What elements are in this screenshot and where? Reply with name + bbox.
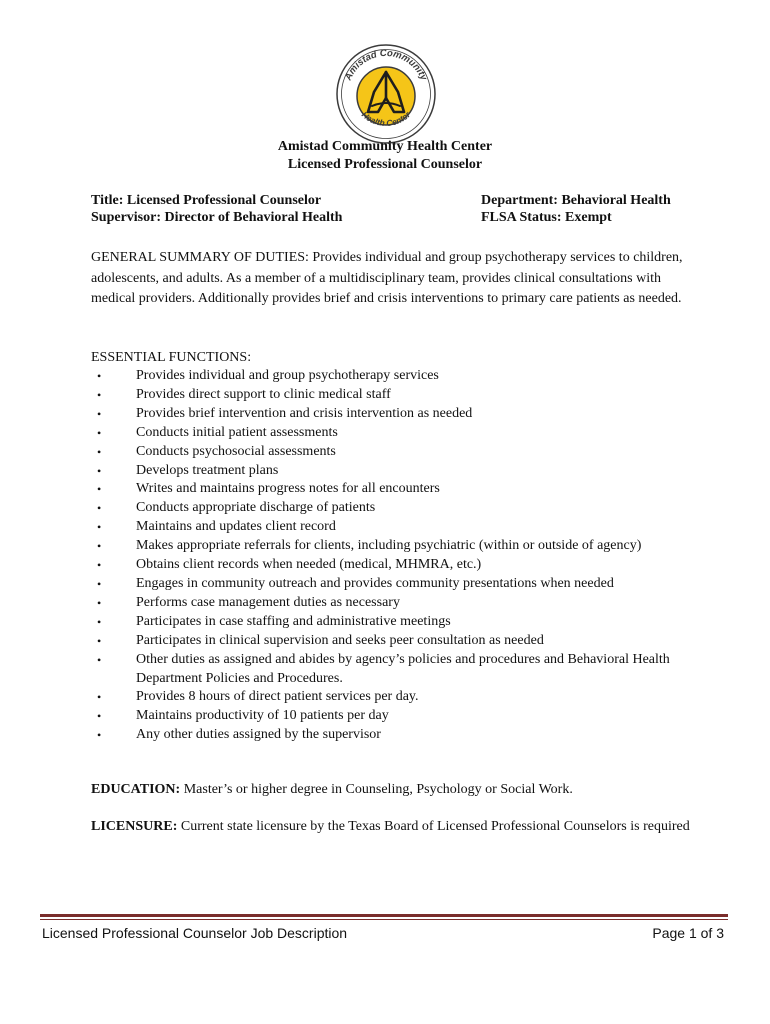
licensure-section [91,817,691,838]
bullet-icon: • [97,444,102,459]
licensure-text: Current state licensure by the Texas Board of Licensed Professional Counselors is required [177,819,690,834]
flsa-status-field: FLSA Status: Exempt [481,210,612,225]
bullet-icon: • [97,539,102,554]
list-item: • Provides direct support to clinic medical staff [91,386,691,405]
bullet-icon: • [97,369,102,383]
bullet-icon: • [97,576,102,591]
essential-functions-heading: ESSENTIAL FUNCTIONS: [91,350,252,365]
bullet-icon: • [97,425,102,440]
list-item: • Obtains client records when needed (medical, MHMRA, etc.) [91,556,691,575]
bullet-icon: • [97,463,102,478]
list-item: • Provides 8 hours of direct patient services per day. [91,688,691,707]
education-section [91,780,691,801]
bullet-icon: • [97,690,102,705]
bullet-icon: • [97,595,102,610]
bullet-icon: • [97,501,102,516]
logo-text-top: Amistad Community [342,47,430,83]
bullet-icon: • [97,728,102,743]
department-field: Department: Behavioral Health [481,193,671,208]
bullet-icon: • [97,633,102,648]
list-item: • Conducts psychosocial assessments [91,443,691,462]
list-item: • Develops treatment plans [91,462,691,481]
list-item: • Makes appropriate referrals for clients, including psychiatric (within or outside of agency) [91,537,691,556]
logo-text-bottom: Health Center [359,109,413,129]
org-name: Amistad Community Health Center [277,139,493,154]
page-number: Page 1 of 3 [652,925,724,941]
list-item: • Conducts appropriate discharge of patients [91,499,691,518]
list-item: • Any other duties assigned by the supervisor [91,726,691,745]
job-title-field: Title: Licensed Professional Counselor [91,193,322,208]
list-item: • Provides brief intervention and crisis intervention as needed [91,405,691,424]
list-item: • Participates in clinical supervision and seeks peer consultation as needed [91,632,691,651]
bullet-icon: • [97,520,102,535]
bullet-icon: • [97,652,102,667]
list-item: • Maintains productivity of 10 patients per day [91,707,691,726]
licensure-label: LICENSURE: [91,819,178,834]
footer-document-title: Licensed Professional Counselor Job Description [42,925,348,941]
supervisor-field: Supervisor: Director of Behavioral Health [91,210,343,225]
essential-functions-list [91,367,691,745]
list-item: • Other duties as assigned and abides by agency’s policies and procedures and Behavioral Health Department Policies and Procedures. [97,651,670,686]
bullet-icon: • [97,709,102,724]
education-text: Master’s or higher degree in Counseling, Psychology or Social Work. [180,782,573,797]
footer-rule-thin [40,919,728,920]
bullet-icon: • [97,614,102,629]
general-summary: GENERAL SUMMARY OF DUTIES: Provides individual and group psychotherapy services to children, adolescents, and adults. As a member of a multidisciplinary team, provides clinical consultations with medical providers. Additionally provides brief and crisis interventions to primary care patients as needed. [91,250,683,306]
list-item: • Maintains and updates client record [91,518,691,537]
footer-rule [40,914,728,917]
bullet-icon: • [97,406,102,421]
amistad-logo [334,42,438,146]
bullet-icon: • [97,482,102,497]
list-item: • Engages in community outreach and provides community presentations when needed [91,575,691,594]
list-item: • Conducts initial patient assessments [91,424,691,443]
list-item: • Participates in case staffing and administrative meetings [91,613,691,632]
document-title: Licensed Professional Counselor [287,157,483,172]
list-item: • Performs case management duties as necessary [91,594,691,613]
bullet-icon: • [97,558,102,573]
list-item: • Provides individual and group psychotherapy services [91,367,691,386]
list-item: • Writes and maintains progress notes for all encounters [91,480,691,499]
education-label: EDUCATION: [91,782,181,797]
bullet-icon: • [97,387,102,402]
